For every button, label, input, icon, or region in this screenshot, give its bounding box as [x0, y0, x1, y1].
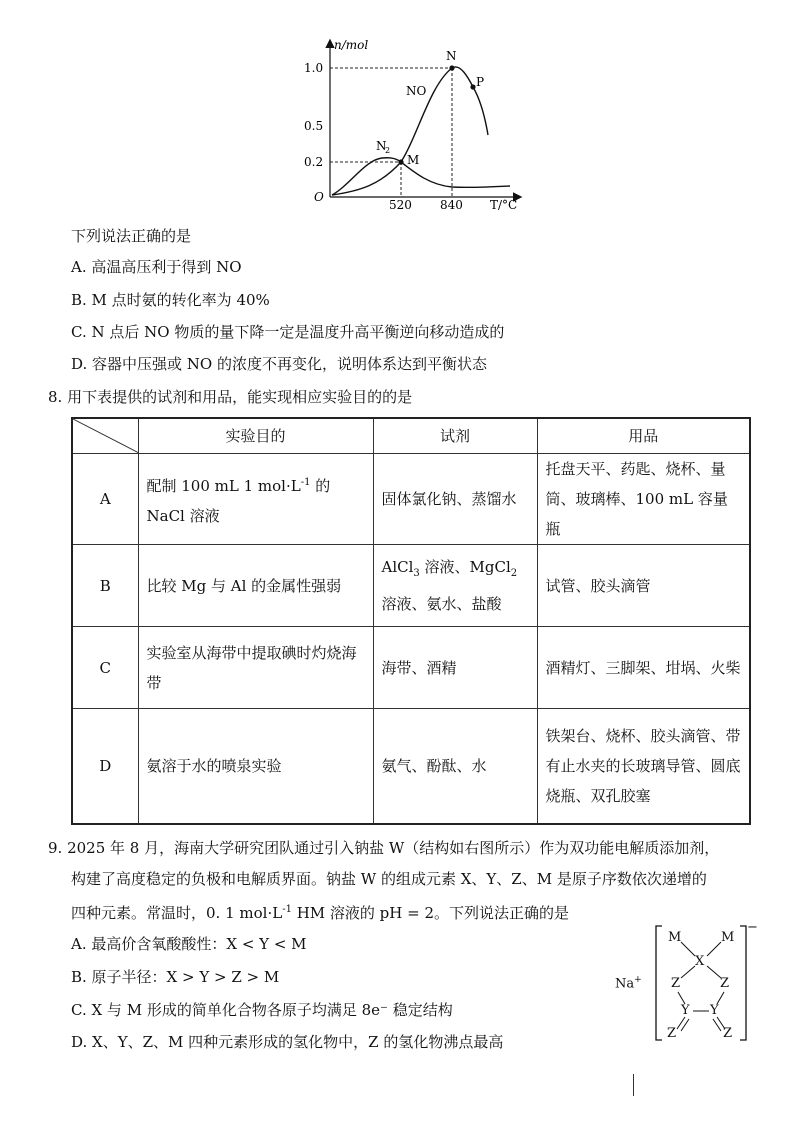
x-tick-840: 840 — [440, 198, 463, 212]
atom-y-left: Y — [681, 1003, 690, 1018]
origin-label: O — [314, 190, 324, 204]
experiment-table — [71, 417, 751, 825]
point-n — [449, 65, 454, 70]
q9-stem-line3 — [71, 900, 569, 923]
right-bracket — [740, 926, 746, 1040]
q7-option-a: A. 高温高压利于得到 NO — [71, 258, 242, 276]
table-corner-cell — [72, 418, 138, 454]
q9-option-b: B. 原子半径：X > Y > Z > M — [71, 968, 280, 986]
sodium-salt-structure — [615, 920, 758, 1044]
table-row — [72, 627, 750, 709]
label-n2-sub: 2 — [385, 146, 391, 155]
row-a-purpose-sup: -1 — [300, 476, 311, 488]
header-tools: 用品 — [537, 418, 750, 454]
q9-stem-line2: 构建了高度稳定的负极和电解质界面。钠盐 W 的组成元素 X、Y、Z、M 是原子序数依次递增的 — [71, 870, 707, 888]
label-no: NO — [406, 84, 427, 98]
point-p — [470, 84, 475, 89]
y-tick-1: 1.0 — [304, 61, 324, 75]
label-n: N — [446, 49, 457, 63]
row-c-reagents: 海带、酒精 — [373, 627, 537, 709]
q9-stem-line3-part1: 四种元素。常温时，0. 1 mol·L — [71, 904, 283, 922]
row-a-purpose-part2: 的 — [310, 476, 331, 495]
q9-stem-line1: 9. 2025 年 8 月，海南大学研究团队通过引入钠盐 W（结构如右图所示）作为双功能电解质添加剂， — [48, 839, 720, 857]
row-b-reagent-a: AlCl — [381, 558, 414, 576]
row-d-option: D — [72, 709, 138, 824]
row-b-reagent-c: 溶液、氨水、盐酸 — [381, 595, 502, 613]
header-purpose: 实验目的 — [138, 418, 373, 454]
q9-option-d: D. X、Y、Z、M 四种元素形成的氢化物中，Z 的氢化物沸点最高 — [71, 1033, 504, 1051]
q7-option-c: C. N 点后 NO 物质的量下降一定是温度升高平衡逆向移动造成的 — [71, 323, 505, 341]
page-divider-mark — [633, 1074, 634, 1096]
row-d-purpose: 氨溶于水的喷泉实验 — [138, 709, 373, 824]
x-axis-label: T/°C — [490, 198, 518, 212]
q9-option-c: C. X 与 M 形成的简单化合物各原子均满足 8e⁻ 稳定结构 — [71, 1001, 453, 1019]
row-d-reagents: 氨气、酚酞、水 — [373, 709, 537, 824]
row-a-purpose — [138, 454, 373, 545]
label-m: M — [407, 153, 420, 167]
table-header-row — [72, 418, 750, 454]
x-tick-520: 520 — [389, 198, 412, 212]
row-b-tools: 试管、胶头滴管 — [537, 545, 750, 627]
q9-option-a: A. 最高价含氧酸酸性：X < Y < M — [71, 935, 307, 953]
row-b-option: B — [72, 545, 138, 627]
q7-option-d: D. 容器中压强或 NO 的浓度不再变化，说明体系达到平衡状态 — [71, 355, 487, 373]
label-p: P — [476, 75, 485, 89]
y-tick-05: 0.5 — [304, 119, 324, 133]
temperature-amount-chart — [300, 35, 540, 215]
row-b-reagents — [373, 545, 537, 627]
table-row — [72, 709, 750, 824]
row-b-reagent-b: 溶液、MgCl — [419, 558, 511, 576]
row-a-purpose-part1: 配制 100 mL 1 mol·L — [146, 476, 301, 495]
row-a-reagents: 固体氯化钠、蒸馏水 — [373, 454, 537, 545]
atom-z-bottom-left: Z — [667, 1026, 677, 1041]
row-c-option: C — [72, 627, 138, 709]
table-row — [72, 545, 750, 627]
left-bracket — [656, 926, 662, 1040]
label-n2: N — [376, 139, 387, 153]
row-a-purpose-line2: NaCl 溶液 — [146, 506, 220, 525]
row-b-purpose: 比较 Mg 与 Al 的金属性强弱 — [138, 545, 373, 627]
row-b-reagent-a-sub: 3 — [413, 568, 420, 579]
q7-stem: 下列说法正确的是 — [71, 227, 192, 245]
table-row — [72, 454, 750, 545]
header-reagents: 试剂 — [373, 418, 537, 454]
corner-diagonal — [73, 419, 139, 453]
atom-z-bottom-right: Z — [723, 1026, 733, 1041]
atom-z-right: Z — [720, 976, 730, 991]
row-a-option: A — [72, 454, 138, 545]
row-c-tools: 酒精灯、三脚架、坩埚、火柴 — [537, 627, 750, 709]
row-a-tools: 托盘天平、药匙、烧杯、量筒、玻璃棒、100 mL 容量瓶 — [537, 454, 750, 545]
q7-option-b: B. M 点时氨的转化率为 40% — [71, 291, 270, 309]
q9-stem-line3-part2: HM 溶液的 pH = 2。下列说法正确的是 — [291, 904, 570, 922]
atom-m-right: M — [721, 930, 735, 945]
atom-x: X — [695, 954, 705, 969]
atom-m-left: M — [668, 930, 682, 945]
q9-stem-line3-sup: -1 — [282, 904, 292, 915]
point-m — [398, 159, 403, 164]
q8-stem: 8. 用下表提供的试剂和用品，能实现相应实验目的的是 — [48, 388, 413, 406]
atom-y-right: Y — [710, 1003, 719, 1018]
atom-z-left: Z — [671, 976, 681, 991]
y-tick-02: 0.2 — [304, 155, 324, 169]
cation-na: Na+ — [615, 975, 642, 992]
row-d-tools: 铁架台、烧杯、胶头滴管、带有止水夹的长玻璃导管、圆底烧瓶、双孔胶塞 — [537, 709, 750, 824]
row-b-reagent-b-sub: 2 — [510, 568, 518, 579]
y-axis-label: n/mol — [334, 38, 369, 52]
row-c-purpose: 实验室从海带中提取碘时灼烧海带 — [138, 627, 373, 709]
anion-charge: − — [747, 920, 758, 935]
